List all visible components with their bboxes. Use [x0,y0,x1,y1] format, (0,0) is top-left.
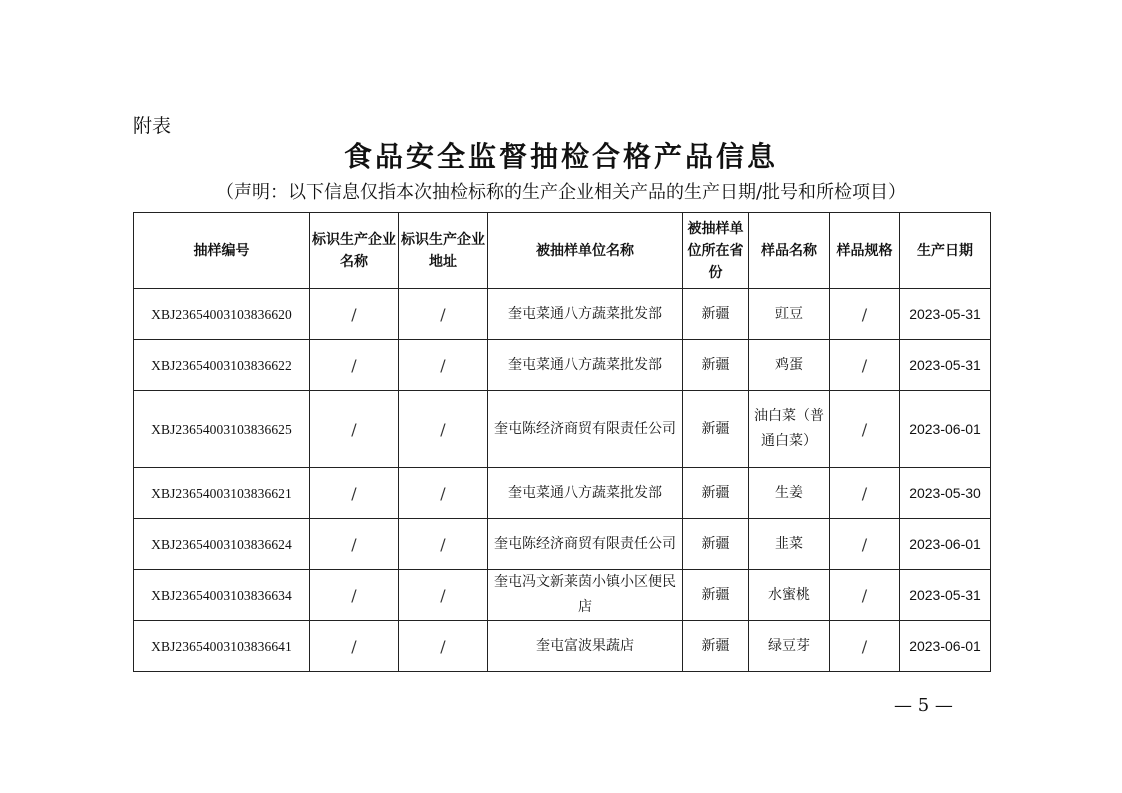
table-row [134,621,991,672]
cell-sample-name: 生姜 [749,468,830,519]
cell-sample-name: 豇豆 [749,289,830,340]
cell-manufacturer-address: / [399,468,488,519]
cell-production-date: 2023-06-01 [900,621,991,672]
document-subtitle: （声明：以下信息仅指本次抽检标称的生产企业相关产品的生产日期/批号和所检项目） [215,182,907,203]
cell-manufacturer-address: / [399,570,488,621]
document-title: 食品安全监督抽检合格产品信息 [343,140,778,173]
header-sample-no: 抽样编号 [134,213,310,289]
cell-manufacturer-address: / [399,519,488,570]
header-sampled-unit: 被抽样单位名称 [488,213,683,289]
cell-manufacturer-name: / [310,468,399,519]
cell-province: 新疆 [683,519,749,570]
cell-sampled-unit: 奎屯陈经济商贸有限责任公司 [488,391,683,468]
cell-manufacturer-address: / [399,391,488,468]
header-sample-name: 样品名称 [749,213,830,289]
cell-production-date: 2023-05-30 [900,468,991,519]
cell-sampled-unit: 奎屯菜通八方蔬菜批发部 [488,340,683,391]
attachment-label: 附表 [133,115,172,137]
cell-spec: / [830,621,900,672]
cell-sample-no: XBJ23654003103836624 [134,519,310,570]
cell-province: 新疆 [683,289,749,340]
table-row [134,289,991,340]
cell-manufacturer-name: / [310,570,399,621]
cell-manufacturer-name: / [310,519,399,570]
cell-sample-no: XBJ23654003103836625 [134,391,310,468]
cell-sample-name: 韭菜 [749,519,830,570]
cell-spec: / [830,570,900,621]
page-number: — 5 — [894,695,953,716]
cell-manufacturer-name: / [310,289,399,340]
table-row [134,340,991,391]
cell-sample-no: XBJ23654003103836641 [134,621,310,672]
cell-production-date: 2023-05-31 [900,340,991,391]
table-row [134,391,991,468]
table-row [134,519,991,570]
cell-sample-no: XBJ23654003103836622 [134,340,310,391]
header-manufacturer-name: 标识生产企业名称 [310,213,399,289]
header-production-date: 生产日期 [900,213,991,289]
cell-production-date: 2023-05-31 [900,570,991,621]
table-row [134,468,991,519]
results-table [133,212,991,672]
cell-sampled-unit: 奎屯富波果蔬店 [488,621,683,672]
cell-sample-name: 油白菜（普通白菜） [749,391,830,468]
cell-province: 新疆 [683,468,749,519]
cell-spec: / [830,519,900,570]
cell-sample-no: XBJ23654003103836620 [134,289,310,340]
cell-sampled-unit: 奎屯菜通八方蔬菜批发部 [488,289,683,340]
cell-sample-no: XBJ23654003103836634 [134,570,310,621]
cell-sample-name: 绿豆芽 [749,621,830,672]
cell-sample-name: 鸡蛋 [749,340,830,391]
cell-manufacturer-name: / [310,340,399,391]
cell-sampled-unit: 奎屯冯文新莱茵小镇小区便民店 [488,570,683,621]
cell-sampled-unit: 奎屯陈经济商贸有限责任公司 [488,519,683,570]
cell-sample-no: XBJ23654003103836621 [134,468,310,519]
cell-production-date: 2023-06-01 [900,391,991,468]
cell-sampled-unit: 奎屯菜通八方蔬菜批发部 [488,468,683,519]
cell-manufacturer-address: / [399,621,488,672]
cell-spec: / [830,289,900,340]
header-spec: 样品规格 [830,213,900,289]
cell-manufacturer-address: / [399,340,488,391]
header-province: 被抽样单位所在省份 [683,213,749,289]
cell-manufacturer-name: / [310,621,399,672]
cell-province: 新疆 [683,391,749,468]
cell-manufacturer-address: / [399,289,488,340]
cell-province: 新疆 [683,570,749,621]
table-header-row [134,213,991,289]
cell-province: 新疆 [683,340,749,391]
cell-spec: / [830,391,900,468]
table-row [134,570,991,621]
cell-spec: / [830,468,900,519]
header-manufacturer-address: 标识生产企业地址 [399,213,488,289]
cell-production-date: 2023-06-01 [900,519,991,570]
cell-province: 新疆 [683,621,749,672]
cell-manufacturer-name: / [310,391,399,468]
cell-spec: / [830,340,900,391]
cell-sample-name: 水蜜桃 [749,570,830,621]
cell-production-date: 2023-05-31 [900,289,991,340]
